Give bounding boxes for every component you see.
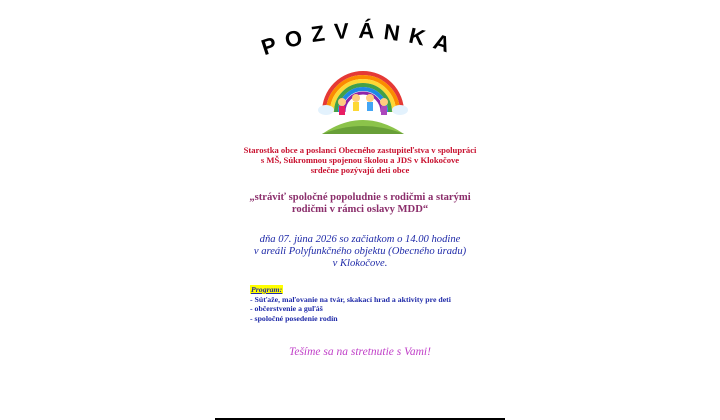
details-line: v Klokočove. (332, 258, 388, 269)
list-item: - Súťaže, maľovanie na tvár, skakací hrad a aktivity pre deti (250, 294, 451, 304)
intro-line: Starostka obce a poslanci Obecného zastupiteľstva v spolupráci (243, 145, 477, 155)
details-line: dňa 07. júna 2026 so začiatkom o 14.00 hodine (259, 234, 461, 245)
closing-text: Tešíme sa na stretnutie s Vami! (289, 346, 431, 358)
intro-text (200, 145, 520, 176)
svg-text:POZVÁNKA (258, 18, 462, 60)
invitation-title (240, 14, 480, 64)
program-section (250, 285, 550, 323)
children-on-rainbow-hill-icon (318, 62, 408, 140)
intro-line: srdečne pozývajú deti obce (310, 165, 410, 176)
quote-line: „stráviť spoločné popoludnie s rodičmi a starými (249, 192, 471, 203)
program-label: Program: (251, 285, 283, 294)
title-text: POZVÁNKA (258, 17, 462, 61)
list-item: - spoločné posedenie rodín (250, 313, 338, 323)
list-item: - občerstvenie a guľáš (250, 304, 323, 314)
event-quote (200, 192, 520, 216)
details-line: v areáli Polyfunkčného objektu (Obecného úradu) (253, 246, 467, 257)
program-list (250, 295, 550, 324)
quote-line: rodičmi v rámci oslavy MDD“ (291, 204, 429, 215)
intro-line: s MŠ, Súkromnou spojenou školou a JDS v Klokočove (260, 155, 460, 166)
event-details (200, 234, 520, 270)
